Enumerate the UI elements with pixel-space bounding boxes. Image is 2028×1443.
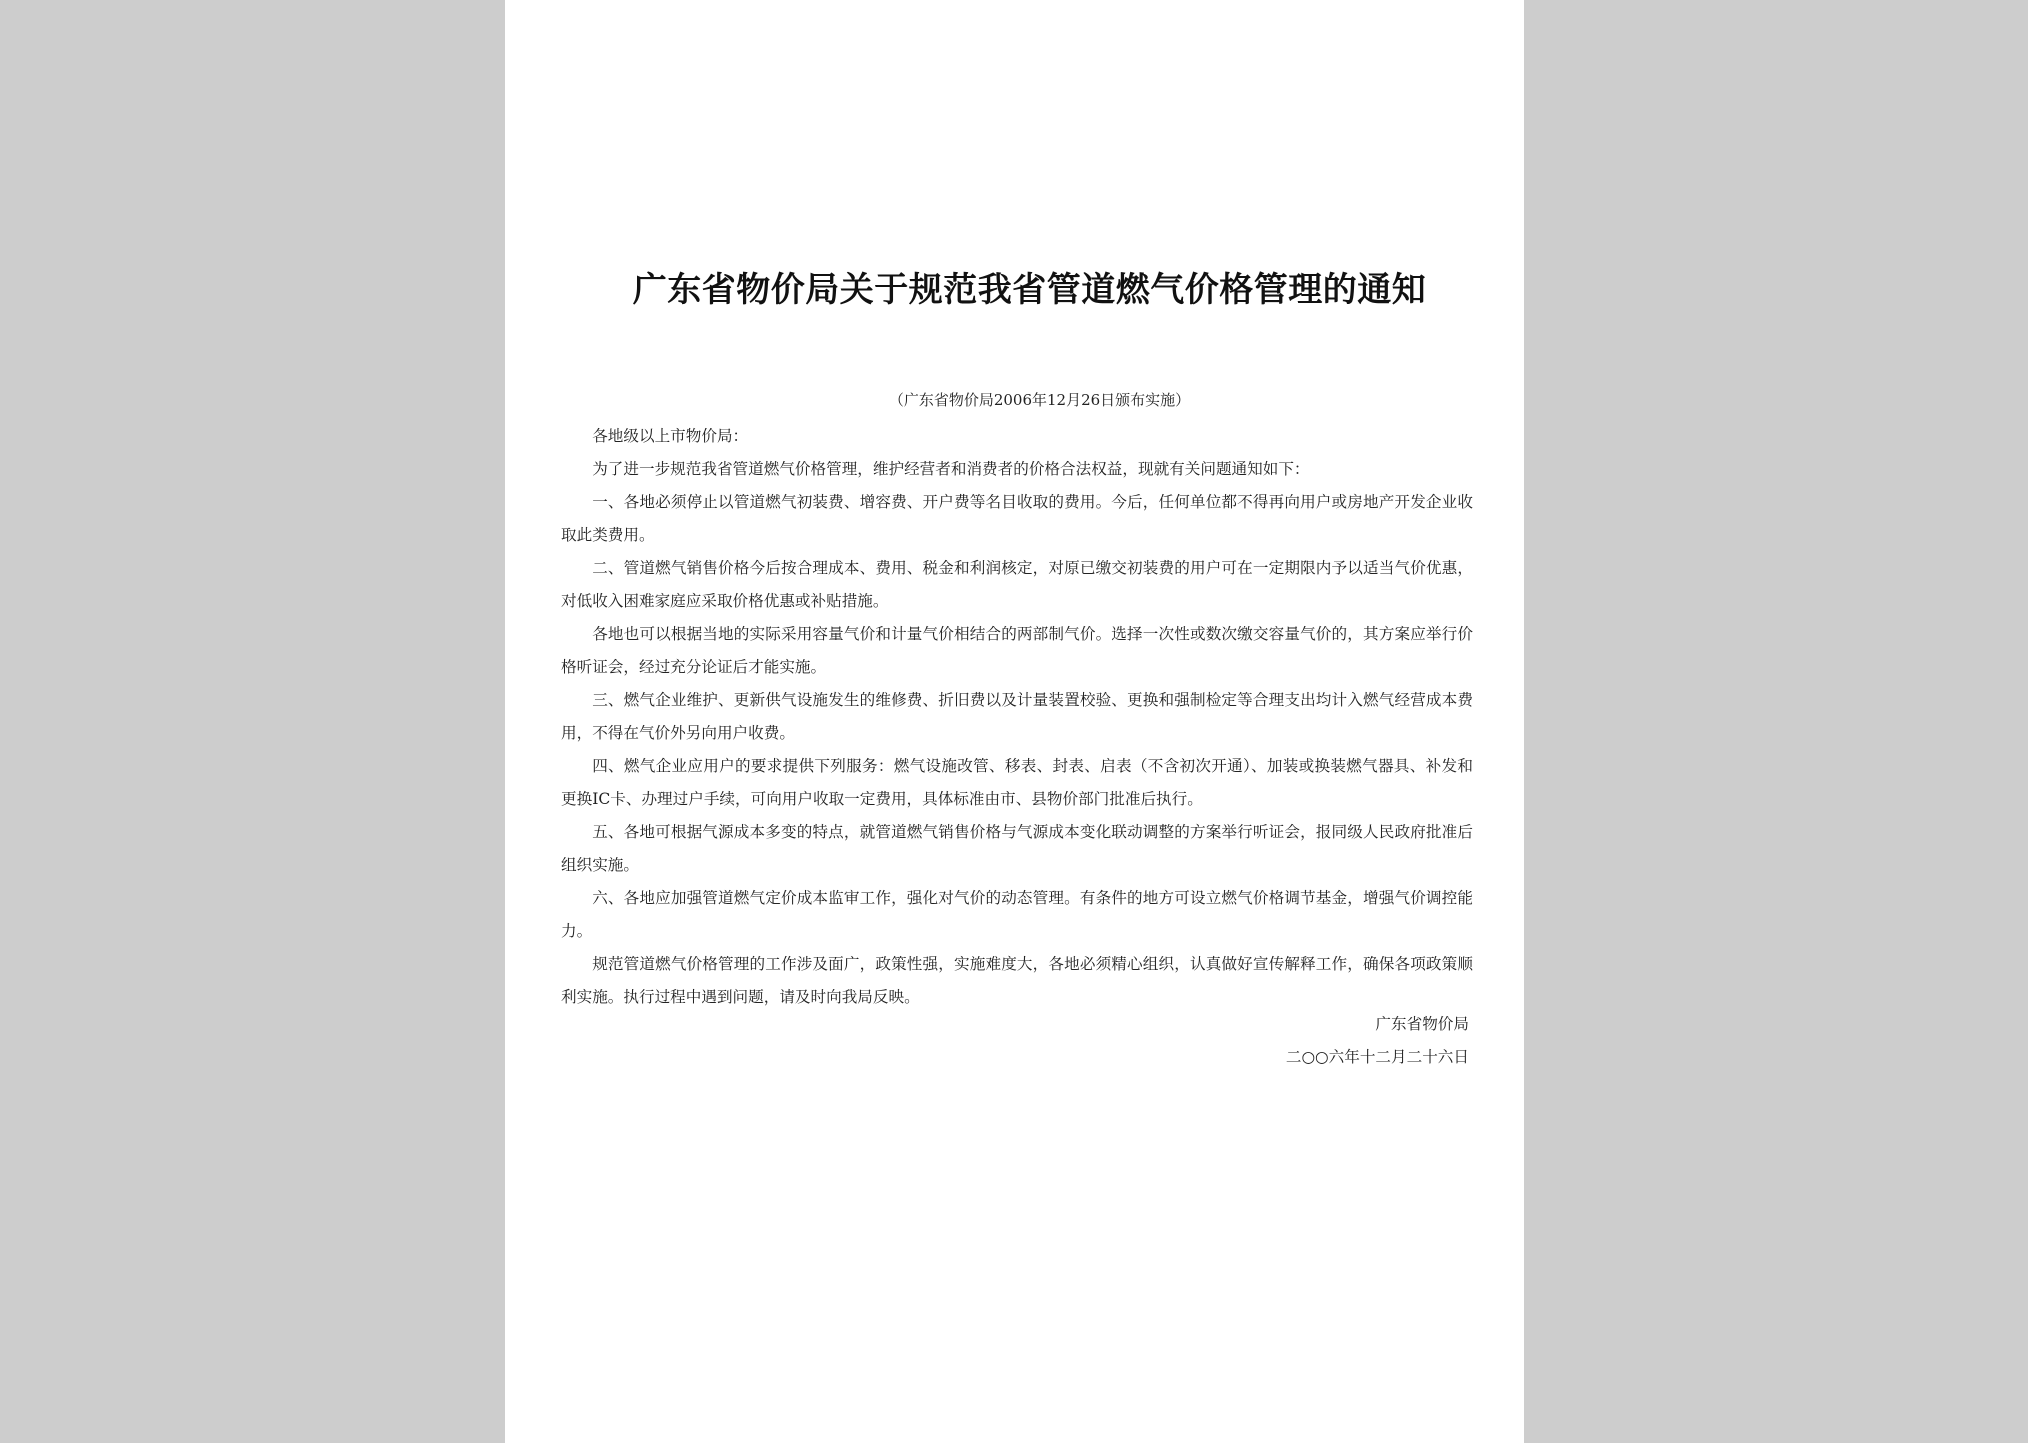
signature-org: 广东省物价局 [1375, 1015, 1469, 1033]
paragraph: 六、各地应加强管道燃气定价成本监审工作，强化对气价的动态管理。有条件的地方可设立燃气价格调节基金，增强气价调控能力。 [561, 889, 1473, 940]
document-subtitle: （广东省物价局2006年12月26日颁布实施） [888, 391, 1191, 409]
paragraph: 规范管道燃气价格管理的工作涉及面广，政策性强，实施难度大，各地必须精心组织，认真做好宣传解释工作，确保各项政策顺利实施。执行过程中遇到问题，请及时向我局反映。 [561, 955, 1473, 1006]
document-title: 广东省物价局关于规范我省管道燃气价格管理的通知 [632, 270, 1427, 310]
paragraph: 五、各地可根据气源成本多变的特点，就管道燃气销售价格与气源成本变化联动调整的方案举行听证会，报同级人民政府批准后组织实施。 [561, 823, 1473, 874]
paragraph: 四、燃气企业应用户的要求提供下列服务：燃气设施改管、移表、封表、启表（不含初次开通）、加装或换装燃气器具、补发和更换IC卡、办理过户手续，可向用户收取一定费用，具体标准由市、县物价部门批准后执行。 [561, 757, 1473, 808]
paragraph: 二、管道燃气销售价格今后按合理成本、费用、税金和利润核定，对原已缴交初装费的用户可在一定期限内予以适当气价优惠，对低收入困难家庭应采取价格优惠或补贴措施。 [561, 559, 1473, 610]
document-page [505, 0, 1524, 1443]
paragraph: 各地也可以根据当地的实际采用容量气价和计量气价相结合的两部制气价。选择一次性或数次缴交容量气价的，其方案应举行价格听证会，经过充分论证后才能实施。 [561, 625, 1473, 676]
salutation: 各地级以上市物价局： [592, 427, 749, 445]
paragraph: 一、各地必须停止以管道燃气初装费、增容费、开户费等名目收取的费用。今后，任何单位都不得再向用户或房地产开发企业收取此类费用。 [561, 493, 1473, 544]
signature-date: 二○○六年十二月二十六日 [1285, 1048, 1469, 1066]
paragraph: 为了进一步规范我省管道燃气价格管理，维护经营者和消费者的价格合法权益，现就有关问题通知如下： [592, 460, 1310, 478]
paragraph: 三、燃气企业维护、更新供气设施发生的维修费、折旧费以及计量装置校验、更换和强制检定等合理支出均计入燃气经营成本费用，不得在气价外另向用户收费。 [561, 691, 1473, 742]
document-body [561, 420, 1473, 1014]
